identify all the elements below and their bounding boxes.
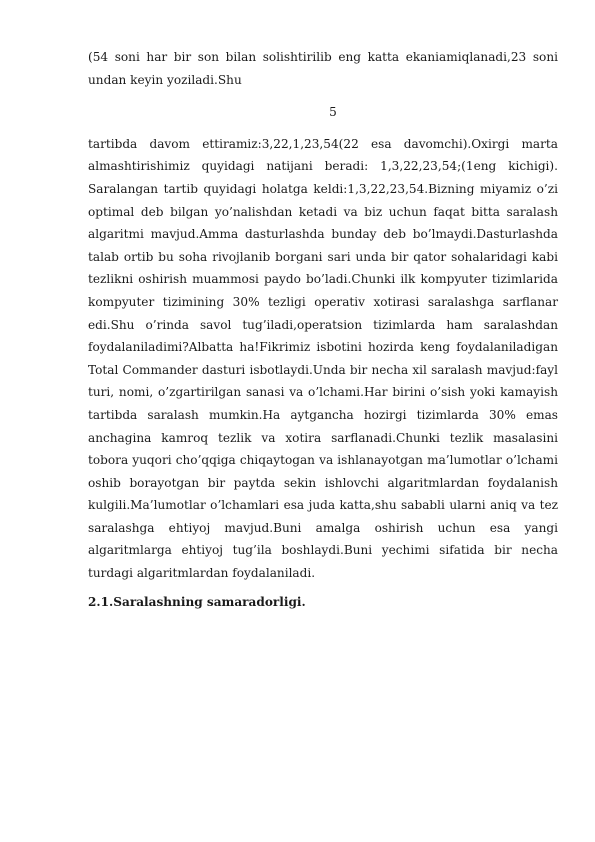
section-heading: 2.1.Saralashning samaradorligi. xyxy=(88,594,306,609)
intro-paragraph: (54 soni har bir son bilan solishtirilib eng katta ekaniamiqlanadi,23 soni undan keyin yoziladi.Shu xyxy=(88,50,558,87)
document-page xyxy=(88,46,558,613)
body-paragraph: tartibda davom ettiramiz:3,22,1,23,54(22 esa davomchi).Oxirgi marta almashtirishimiz quyidagi natijani beradi: 1,3,22,23,54;(1eng kichigi). Saralangan tartib quyidagi holatga keldi:1,3,22,23,54.Bizning miyamiz o’zi optimal deb bilgan yo’nalishdan ketadi va biz uchun faqat bitta saralash algaritmi mavjud.Amma dasturlashda bunday deb bo’lmaydi.Dasturlashda talab ortib bu soha rivojlanib borgani sari unda bir qator sohalaridagi kabi tezlikni oshirish muammosi paydo bo’ladi.Chunki ilk kompyuter tizimlarida kompyuter tizimining 30% tezligi operativ xotirasi saralashga sarflanar edi.Shu o’rinda savol tug’iladi,operatsion tizimlarda ham saralashdan foydalaniladimi?Albatta ha!Fikrimiz isbotini hozirda keng foydalaniladigan Total Commander dasturi isbotlaydi.Unda bir necha xil saralash mavjud:fayl turi, nomi, o’zgartirilgan sanasi va o’lchami.Har birini o’sish yoki kamayish tartibda saralash mumkin.Ha aytgancha hozirgi tizimlarda 30% emas anchagina kamroq tezlik va xotira sarflanadi.Chunki tezlik masalasini tobora yuqori cho’qqiga chiqaytogan va ishlanayotgan ma’lumotlar o’lchami oshib borayotgan bir paytda sekin ishlovchi algaritmlardan foydalanish kulgili.Ma’lumotlar o’lchamlari esa juda katta,shu sababli ularni aniq va tez saralashga ehtiyoj mavjud.Buni amalga oshirish uchun esa yangi algaritmlarga ehtiyoj tug’ila boshlaydi.Buni yechimi sifatida bir necha turdagi algaritmlardan foydalaniladi. xyxy=(88,136,558,581)
page-number: 5 xyxy=(329,105,337,120)
